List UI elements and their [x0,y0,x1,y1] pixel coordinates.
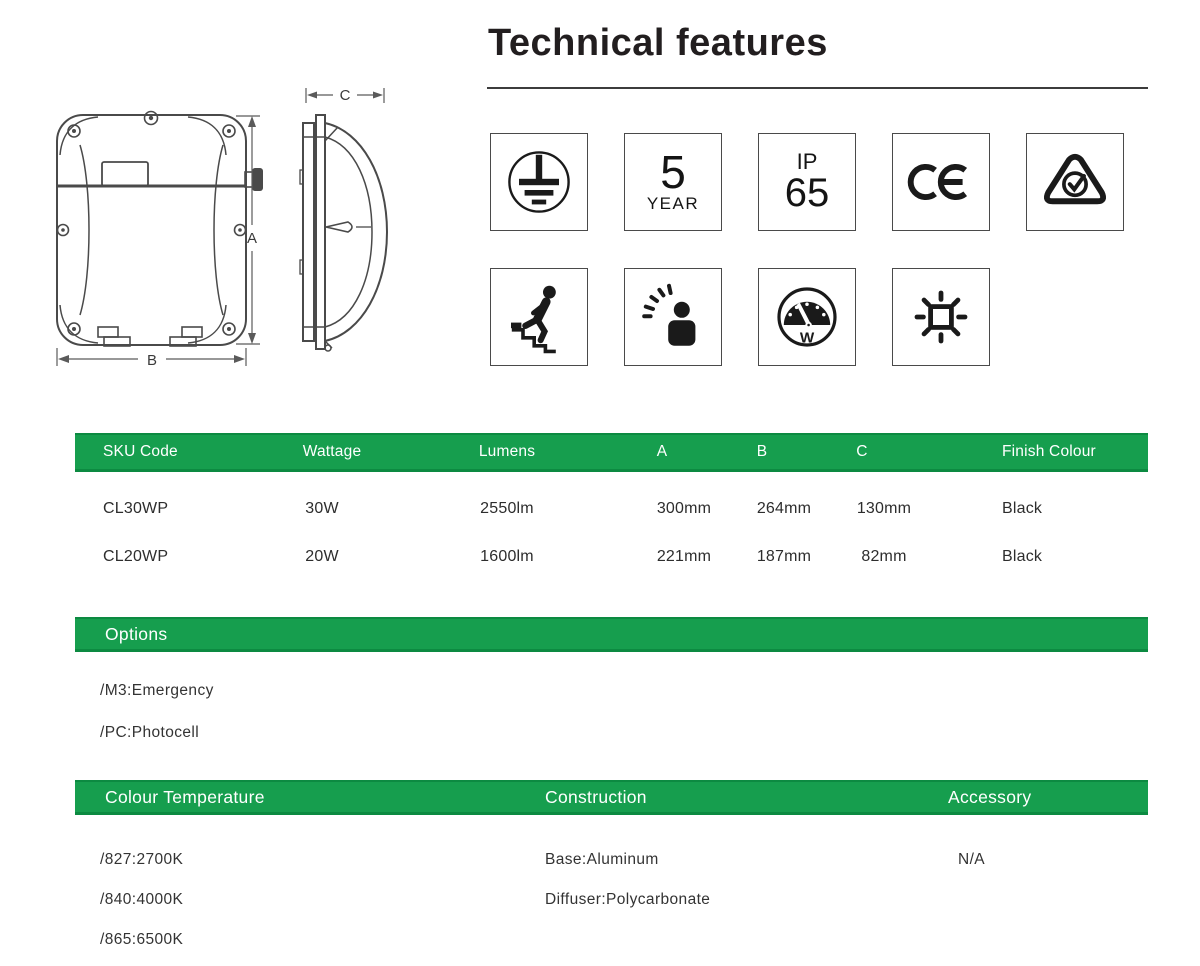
construction-list [545,840,710,920]
spec-table [75,433,1148,581]
options-section-header [75,617,1148,652]
cell-a: 300mm [656,500,712,517]
earth-ground-icon [490,133,588,231]
option-item: /M3:Emergency [100,682,214,699]
table-row [75,533,1148,581]
options-list [100,670,214,754]
col-header-finish: Finish Colour [1002,443,1096,460]
cell-finish: Black [1002,500,1043,517]
feature-icons-row-1 [490,133,1124,231]
rcm-mark-icon [1026,133,1124,231]
accessory-list [958,840,985,880]
feature-icons [490,133,1124,366]
feature-icons-row-2 [490,268,1124,366]
colour-temperature-list [100,840,183,960]
cell-c: 82mm [861,548,907,565]
ip65-rating-icon [758,133,856,231]
ip65-top-text: IP [796,149,818,174]
product-dimension-drawing [40,85,430,385]
cell-b: 264mm [756,500,812,517]
option-item: /PC:Photocell [100,724,200,741]
cell-c: 130mm [856,500,912,517]
brightness-icon [892,268,990,366]
table-row [75,485,1148,533]
colour-temperature-title: Colour Temperature [105,787,265,807]
cell-a: 221mm [656,548,712,565]
list-item: /827:2700K [100,851,184,868]
ip65-bottom-text: 65 [784,171,830,215]
construction-title: Construction [545,787,647,807]
page-title: Technical features [488,22,828,64]
five-year-number: 5 [660,145,686,198]
dim-label-a: A [246,230,258,247]
dim-label-c: C [339,87,351,104]
cell-b: 187mm [756,548,812,565]
spec-table-body [75,472,1148,581]
cell-sku: CL30WP [103,500,169,517]
watt-letter: W [799,329,815,347]
details-section-header [75,780,1148,815]
cell-sku: CL20WP [103,548,169,565]
col-header-c: C [856,443,868,460]
ce-mark-icon [892,133,990,231]
col-header-wattage: Wattage [302,443,362,460]
list-item: Diffuser:Polycarbonate [545,891,711,908]
col-header-b: B [756,443,768,460]
cell-lumens: 1600lm [480,548,534,565]
cell-finish: Black [1002,548,1043,565]
options-title: Options [105,623,168,644]
cell-wattage: 30W [305,500,339,517]
list-item: N/A [958,851,986,868]
five-year-warranty-icon [624,133,722,231]
cell-wattage: 20W [305,548,339,565]
dim-label-b: B [146,352,158,369]
motion-sensor-icon [624,268,722,366]
col-header-sku: SKU Code [103,443,178,460]
list-item: /840:4000K [100,891,184,908]
emergency-stairs-icon [490,268,588,366]
list-item: Base:Aluminum [545,851,659,868]
accessory-title: Accessory [948,787,1032,807]
col-header-lumens: Lumens [478,443,536,460]
cell-lumens: 2550lm [480,500,534,517]
spec-table-header [75,433,1148,472]
wattage-meter-icon [758,268,856,366]
title-underline [487,87,1148,89]
col-header-a: A [656,443,668,460]
five-year-text: YEAR [646,193,700,213]
list-item: /865:6500K [100,931,184,948]
